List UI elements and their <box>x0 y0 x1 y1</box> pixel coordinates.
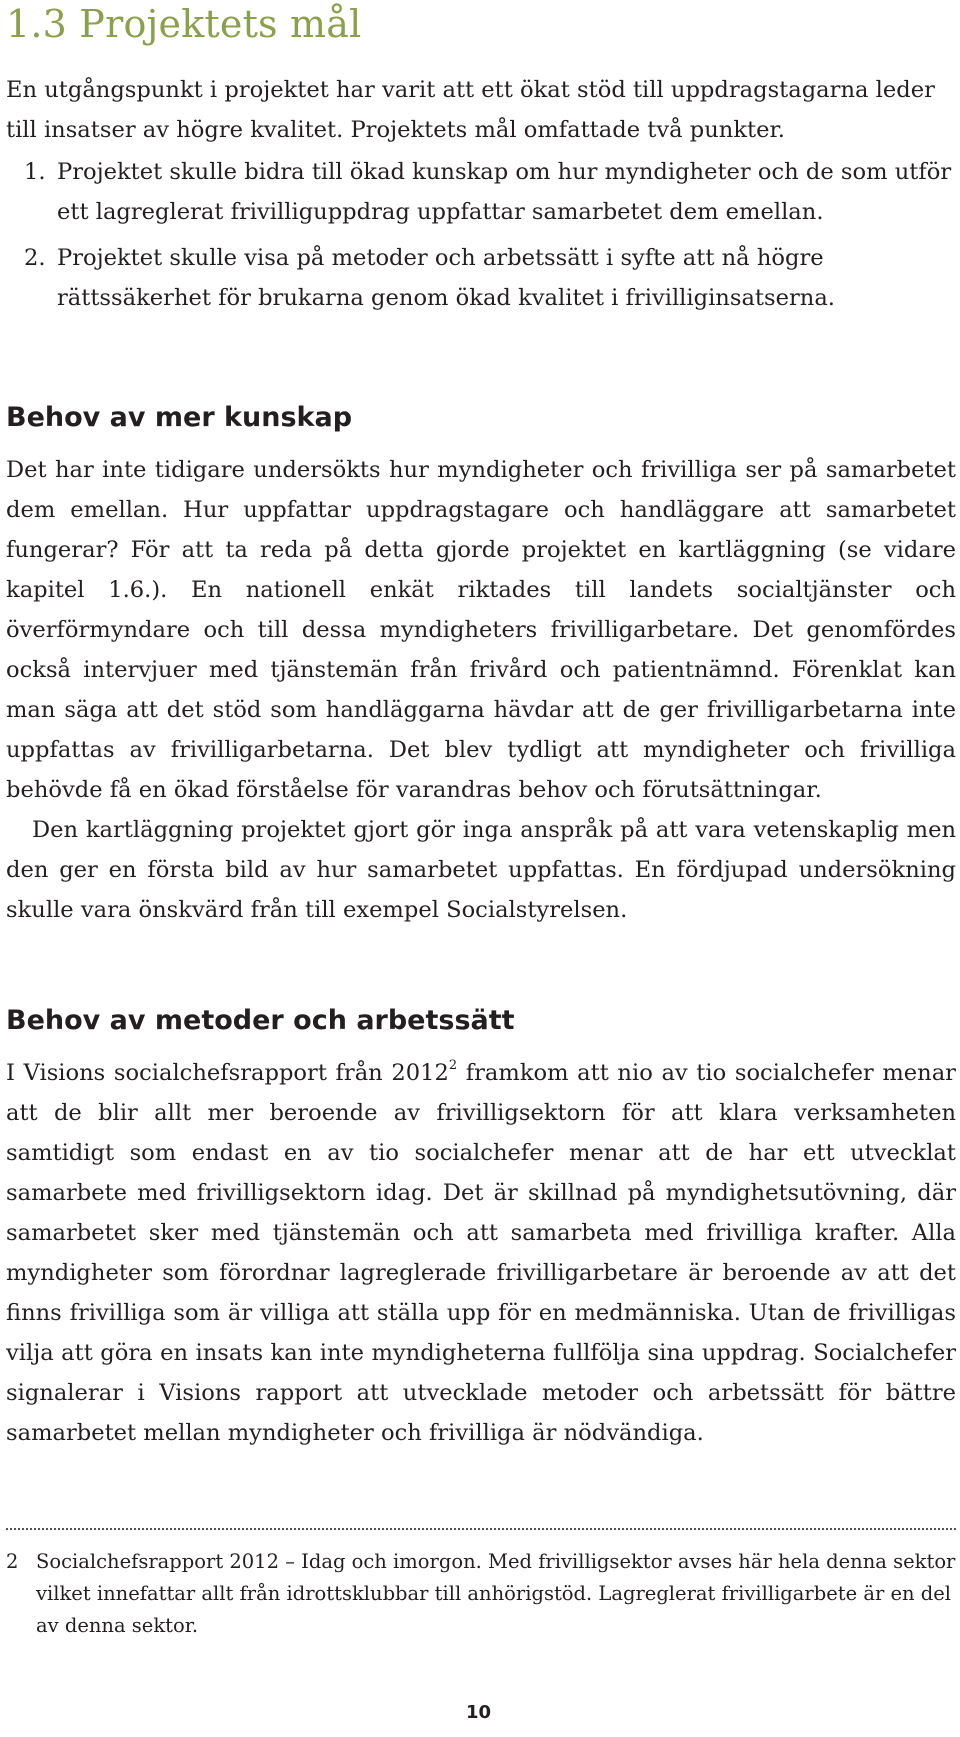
section-title: 1.3 Projektets mål <box>6 2 362 46</box>
knowledge-section <box>6 450 956 930</box>
methods-paragraph <box>6 1053 956 1453</box>
list-item-number: 1. <box>24 159 46 185</box>
goals-list <box>6 152 956 318</box>
knowledge-paragraph-1: Det har inte tidigare undersökts hur myndigheter och frivilliga ser på samarbetet dem emellan. Hur uppfattar uppdragstagare och handläggare att samarbetet fungerar? För att ta reda på detta gjorde projektet en kartläggning (se vidare kapitel 1.6.). En nationell enkät riktades till landets socialtjänster och överförmyndare och till dessa myndigheters frivilligarbetare. Det genomfördes också intervjuer med tjänstemän från frivård och patientnämnd. Förenklat kan man säga att det stöd som handläggarna hävdar att de ger frivilligarbetarna inte uppfattas av frivilligarbetarna. Det blev tydligt att myndigheter och frivilliga behövde få en ökad förståelse för varandras behov och förutsättningar. <box>6 457 956 803</box>
list-item-text: Projektet skulle bidra till ökad kunskap om hur myndigheter och de som utför ett lagreglerat frivilliguppdrag uppfattar samarbetet dem emellan. <box>57 159 952 225</box>
knowledge-paragraph-2: Den kartläggning projektet gjort gör inga anspråk på att vara vetenskaplig men den ger en första bild av hur samarbetet uppfattas. En fördjupad undersökning skulle vara önskvärd från till exempel Socialstyrelsen. <box>6 817 956 923</box>
list-item <box>6 152 956 232</box>
heading-methods: Behov av metoder och arbetssätt <box>6 1005 515 1036</box>
list-item-text: Projektet skulle visa på metoder och arbetssätt i syfte att nå högre rättssäkerhet för brukarna genom ökad kvalitet i frivilliginsatserna. <box>57 245 835 311</box>
list-item-number: 2. <box>24 245 46 271</box>
footnote <box>6 1546 956 1642</box>
methods-text-rest: framkom att nio av tio socialchefer menar att de blir allt mer beroende av frivilligsektorn för att klara verksamheten samtidigt som endast en av tio socialchefer menar att de har ett utvecklat samarbete med frivilligsektorn idag. Det är skillnad på myndighetsutövning, där samarbetet sker med tjänstemän och att samarbeta med frivilliga krafter. Alla myndigheter som förordnar lagreglerade frivilligarbetare är beroende av att det finns frivilliga som är villiga att ställa upp för en medmänniska. Utan de frivilligas vilja att göra en insats kan inte myndigheterna fullfölja sina uppdrag. Socialchefer signalerar i Visions rapport att utvecklade metoder och arbetssätt för bättre samarbetet mellan myndigheter och frivilliga är nödvändiga. <box>6 1060 956 1446</box>
footnote-reference[interactable]: 2 <box>448 1058 458 1074</box>
page-number: 10 <box>466 1702 492 1723</box>
footnote-divider <box>6 1528 956 1530</box>
footnote-number: 2 <box>6 1550 19 1573</box>
intro-paragraph: En utgångspunkt i projektet har varit att ett ökat stöd till uppdragstagarna leder till insatser av högre kvalitet. Projektets mål omfattade två punkter. <box>6 77 935 143</box>
list-item <box>6 238 956 318</box>
heading-knowledge: Behov av mer kunskap <box>6 402 353 433</box>
footnote-text: Socialchefsrapport 2012 – Idag och imorgon. Med frivilligsektor avses här hela denna sektor vilket innefattar allt från idrottsklubbar till anhörigstöd. Lagreglerat frivilligarbete är en del av denna sektor. <box>36 1550 956 1637</box>
methods-section <box>6 1053 956 1453</box>
methods-text-start: I Visions socialchefsrapport från 2012 <box>6 1060 449 1086</box>
